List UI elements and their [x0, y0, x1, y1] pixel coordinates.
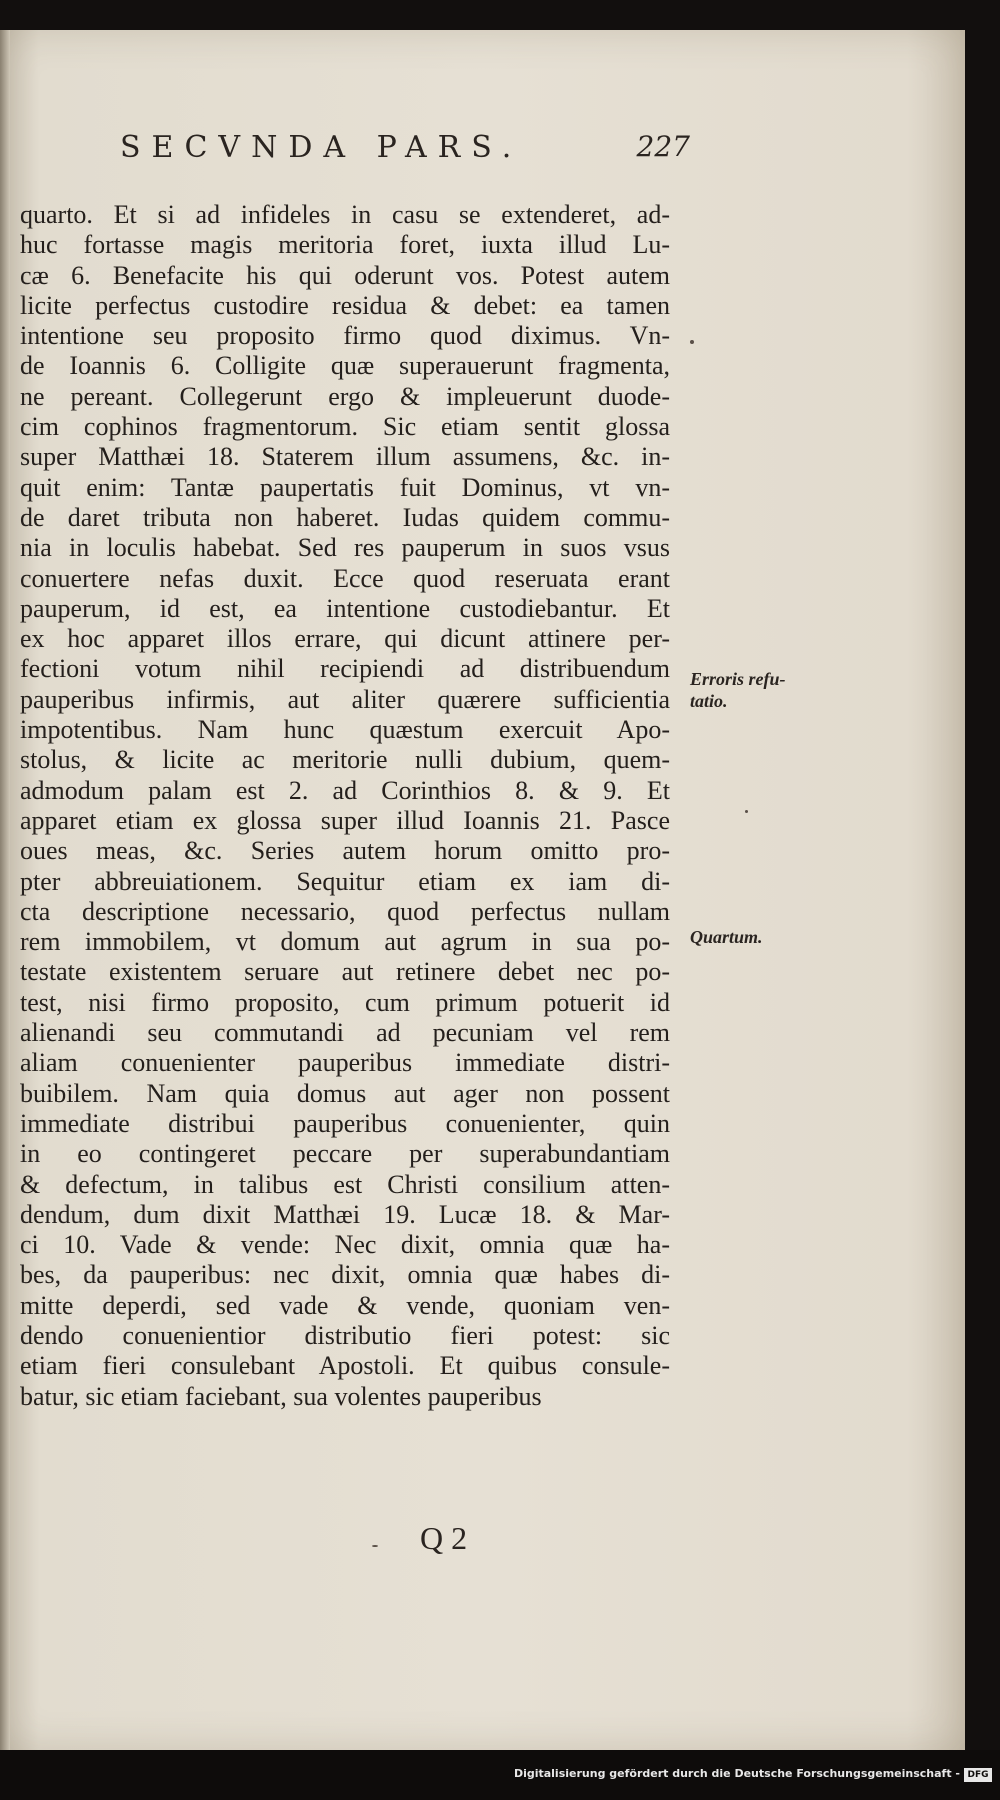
text-line: quarto. Et si ad infideles in casu se extenderet, ad- [20, 200, 670, 229]
margin-note-line: Quartum. [690, 927, 763, 947]
text-line: pauperibus infirmis, aut aliter quærere sufficientia [20, 684, 670, 714]
text-line: cæ 6. Benefacite his qui oderunt vos. Potest autem [20, 260, 670, 290]
text-line: stolus, & licite ac meritorie nulli dubium, quem- [20, 745, 670, 775]
margin-note-quartum [690, 926, 763, 948]
text-line: buibilem. Nam quia domus aut ager non possent [20, 1078, 670, 1108]
text-line: admodum palam est 2. ad Corinthios 8. & 9. Et [20, 775, 670, 805]
text-line: de Ioannis 6. Colligite quæ superauerunt fragmenta, [20, 351, 670, 381]
text-line: apparet etiam ex glossa super illud Ioannis 21. Pasce [20, 805, 670, 835]
text-line: ex hoc apparet illos errare, qui dicunt attinere per- [20, 624, 670, 654]
text-line: immediate distribui pauperibus conuenienter, quin [20, 1108, 670, 1138]
text-line: fectioni votum nihil recipiendi ad distribuendum [20, 654, 670, 684]
text-line: ci 10. Vade & vende: Nec dixit, omnia quæ ha- [20, 1230, 670, 1260]
page-number: 227 [636, 130, 690, 163]
funding-credit: Digitalisierung gefördert durch die Deutsche Forschungsgemeinschaft - [513, 1767, 960, 1780]
text-line: conuertere nefas duxit. Ecce quod reseruata erant [20, 563, 670, 593]
text-line: rem immobilem, vt domum aut agrum in sua po- [20, 927, 670, 957]
digitization-footer [0, 1750, 1000, 1800]
text-line: etiam fieri consulebant Apostoli. Et quibus consule- [20, 1351, 670, 1381]
text-line: batur, sic etiam faciebant, sua volentes pauperibus [20, 1381, 542, 1411]
text-line: aliam conuenienter pauperibus immediate distri- [20, 1048, 670, 1078]
page-header [120, 130, 690, 170]
text-line: testate existentem seruare aut retinere debet nec po- [20, 957, 670, 987]
text-line: cta descriptione necessario, quod perfectus nullam [20, 896, 670, 926]
text-line: quit enim: Tantæ paupertatis fuit Dominus, vt vn- [20, 472, 670, 502]
text-line: in eo contingeret peccare per superabundantiam [20, 1139, 670, 1169]
text-line: pauperum, id est, ea intentione custodiebantur. Et [20, 593, 670, 623]
body-text [20, 200, 670, 1412]
margin-note-line: tatio. [690, 691, 728, 711]
text-line: huc fortasse magis meritoria foret, iuxta illud Lu- [20, 230, 670, 260]
margin-note-line: Erroris refu- [690, 669, 786, 689]
margin-note-erroris [690, 668, 786, 712]
text-line: ne pereant. Collegerunt ergo & impleuerunt duode- [20, 381, 670, 411]
text-line: mitte deperdi, sed vade & vende, quoniam ven- [20, 1290, 670, 1320]
text-line: nia in loculis habebat. Sed res pauperum in suos vsus [20, 533, 670, 563]
text-line: dendum, dum dixit Matthæi 19. Lucæ 18. & Mar- [20, 1199, 670, 1229]
text-line: intentione seu proposito firmo quod diximus. Vn- [20, 321, 670, 351]
page-binding-edge [0, 30, 10, 1750]
text-line: oues meas, &c. Series autem horum omitto pro- [20, 836, 670, 866]
paper-speck [372, 1545, 378, 1547]
text-line: bes, da pauperibus: nec dixit, omnia quæ habes di- [20, 1260, 670, 1290]
text-line: licite perfectus custodire residua & debet: ea tamen [20, 290, 670, 320]
paper-speck [690, 340, 694, 344]
text-line: alienandi seu commutandi ad pecuniam vel rem [20, 1018, 670, 1048]
text-line: de daret tributa non haberet. Iudas quidem commu- [20, 502, 670, 532]
text-line: cim cophinos fragmentorum. Sic etiam sentit glossa [20, 412, 670, 442]
dfg-logo-icon: DFG [964, 1768, 992, 1782]
text-line: dendo conuenientior distributio fieri potest: sic [20, 1320, 670, 1350]
paper-speck [745, 810, 748, 813]
text-line: & defectum, in talibus est Christi consilium atten- [20, 1169, 670, 1199]
text-line: pter abbreuiationem. Sequitur etiam ex iam di- [20, 866, 670, 896]
text-line: super Matthæi 18. Staterem illum assumens, &c. in- [20, 442, 670, 472]
text-line: impotentibus. Nam hunc quæstum exercuit Apo- [20, 715, 670, 745]
signature-mark: Q 2 [420, 1520, 468, 1556]
text-line: test, nisi firmo proposito, cum primum potuerit id [20, 987, 670, 1017]
running-title: SECVNDA PARS. [120, 130, 523, 165]
